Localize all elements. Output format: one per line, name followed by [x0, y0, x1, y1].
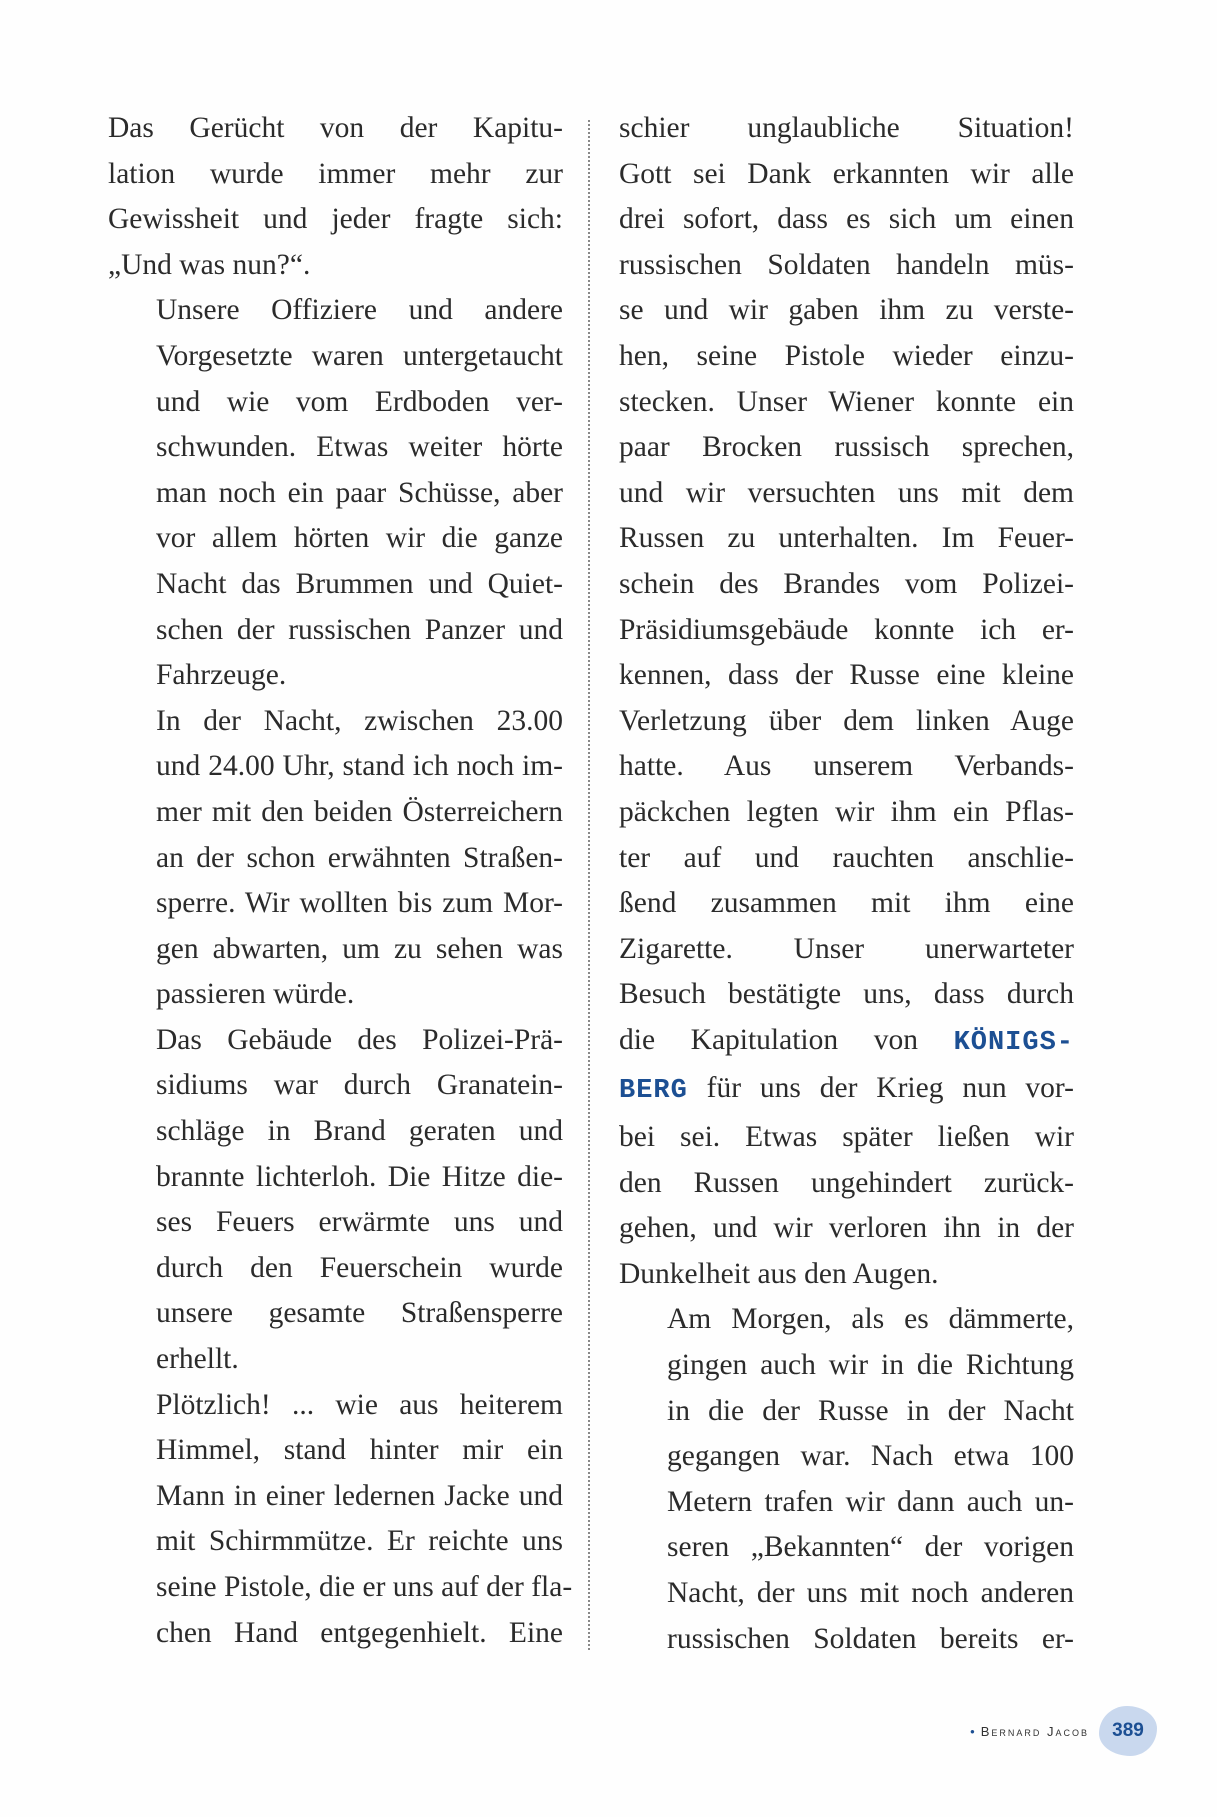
text-line: ses Feuers erwärmte uns und: [156, 1206, 563, 1239]
text-line: BERG für uns der Krieg nun vor-: [619, 1072, 1074, 1107]
text-line: in die der Russe in der Nacht: [667, 1394, 1074, 1427]
text-line: und 24.00 Uhr, stand ich noch im-: [156, 750, 563, 783]
text-line: und wir versuchten uns mit dem: [619, 476, 1074, 509]
text-line: chen Hand entgegenhielt. Eine: [156, 1616, 563, 1649]
text-line: Dunkelheit aus den Augen.: [619, 1257, 939, 1290]
page-footer: [970, 1706, 1157, 1756]
text-line: Plötzlich! ... wie aus heiterem: [156, 1388, 563, 1421]
paragraph: [108, 699, 563, 1018]
text-line: schier unglaubliche Situation!: [619, 112, 1074, 144]
text-line: Metern trafen wir dann auch un-: [667, 1485, 1074, 1518]
paragraph: [108, 1018, 563, 1383]
text-line: drei sofort, dass es sich um einen: [619, 203, 1074, 236]
text-line: russischen Soldaten handeln müs-: [619, 248, 1074, 281]
text-line: durch den Feuerschein wurde: [156, 1251, 563, 1284]
text-line: mit Schirmmütze. Er reichte uns: [156, 1525, 563, 1558]
text-line: schen der russischen Panzer und: [156, 613, 563, 646]
text-line: Vorgesetzte waren untergetaucht: [156, 339, 563, 372]
text-line: Mann in einer ledernen Jacke und: [156, 1479, 563, 1512]
text-line: ßend zusammen mit ihm eine: [619, 887, 1074, 920]
text-line: kennen, dass der Russe eine kleine: [619, 659, 1074, 692]
text-line: bei sei. Etwas später ließen wir: [619, 1121, 1074, 1154]
text-line: stecken. Unser Wiener konnte ein: [619, 385, 1074, 418]
text-line: den Russen ungehindert zurück-: [619, 1166, 1074, 1199]
place-name: BERG: [619, 1076, 688, 1107]
text-line: sperre. Wir wollten bis zum Mor-: [156, 887, 563, 920]
text-line: Nacht das Brummen und Quiet-: [156, 567, 563, 600]
page-number-badge: [1099, 1706, 1157, 1756]
text-line: schwunden. Etwas weiter hörte: [156, 431, 563, 464]
text-line: mer mit den beiden Österreichern: [156, 795, 563, 828]
text-line: Zigarette. Unser unerwarteter: [619, 932, 1074, 965]
text-line: ter auf und rauchten anschlie-: [619, 841, 1074, 874]
text-line: se und wir gaben ihm zu verste-: [619, 294, 1074, 327]
text-line: sidiums war durch Granatein-: [156, 1069, 563, 1102]
text-line: paar Brocken russisch sprechen,: [619, 431, 1074, 464]
text-line: Unsere Offiziere und andere: [156, 294, 563, 327]
paragraph: [108, 106, 563, 288]
text-line: brannte lichterloh. Die Hitze die-: [156, 1160, 563, 1193]
right-column: [619, 106, 1074, 1662]
text-line: Am Morgen, als es dämmerte,: [667, 1303, 1074, 1336]
text-line: In der Nacht, zwischen 23.00: [156, 704, 563, 737]
text-line: Russen zu unterhalten. Im Feuer-: [619, 522, 1074, 555]
text-line: passieren würde.: [156, 978, 355, 1011]
text-line: hatte. Aus unserem Verbands-: [619, 750, 1074, 783]
text-line: vor allem hörten wir die ganze: [156, 522, 563, 555]
place-name: KÖNIGS-: [953, 1027, 1074, 1058]
text-line: und wie vom Erdboden ver-: [156, 385, 563, 418]
text-line: gingen auch wir in die Richtung: [667, 1349, 1074, 1382]
left-column: [108, 106, 573, 1656]
text-line: an der schon erwähnten Straßen-: [156, 841, 563, 874]
text-line: Verletzung über dem linken Auge: [619, 704, 1074, 737]
author-name: [970, 1724, 1089, 1739]
text-line: erhellt.: [156, 1343, 239, 1376]
text-line: man noch ein paar Schüsse, aber: [156, 476, 563, 509]
text-line: die Kapitulation von KÖNIGS-: [619, 1023, 1074, 1058]
paragraph: [619, 106, 1074, 1297]
text-line: Himmel, stand hinter mir ein: [156, 1434, 563, 1467]
text-line: Gewissheit und jeder fragte sich:: [108, 203, 563, 236]
text-line: gen abwarten, um zu sehen was: [156, 932, 563, 965]
paragraph: [108, 1383, 573, 1657]
paragraph: [619, 1297, 1074, 1662]
text-line: Das Gebäude des Polizei-Prä-: [156, 1023, 563, 1056]
text-line: Gott sei Dank erkannten wir alle: [619, 157, 1074, 190]
bullet-icon: •: [970, 1723, 977, 1739]
text-line: hen, seine Pistole wieder einzu-: [619, 339, 1074, 372]
text-line: russischen Soldaten bereits er-: [667, 1622, 1074, 1655]
page-number: 389: [1112, 1720, 1144, 1741]
text-line: Präsidiumsgebäude konnte ich er-: [619, 613, 1074, 646]
text-line: seren „Bekannten“ der vorigen: [667, 1531, 1074, 1564]
column-divider: [588, 120, 590, 1650]
text-line: Das Gerücht von der Kapitu-: [108, 112, 563, 144]
text-line: unsere gesamte Straßensperre: [156, 1297, 563, 1330]
text-line: Nacht, der uns mit noch anderen: [667, 1577, 1074, 1609]
text-line: gegangen war. Nach etwa 100: [667, 1440, 1074, 1473]
text-line: schläge in Brand geraten und: [156, 1115, 563, 1148]
text-line: gehen, und wir verloren ihn in der: [619, 1212, 1074, 1245]
paragraph: [108, 288, 563, 698]
text-line: Fahrzeuge.: [156, 659, 287, 692]
text-line: seine Pistole, die er uns auf der fla-: [156, 1571, 573, 1603]
text-line: „Und was nun?“.: [108, 248, 311, 281]
text-line: Besuch bestätigte uns, dass durch: [619, 978, 1074, 1011]
author-label: Bernard Jacob: [980, 1723, 1089, 1739]
text-line: lation wurde immer mehr zur: [108, 157, 563, 190]
text-line: päckchen legten wir ihm ein Pflas-: [619, 795, 1074, 828]
text-line: schein des Brandes vom Polizei-: [619, 567, 1074, 600]
